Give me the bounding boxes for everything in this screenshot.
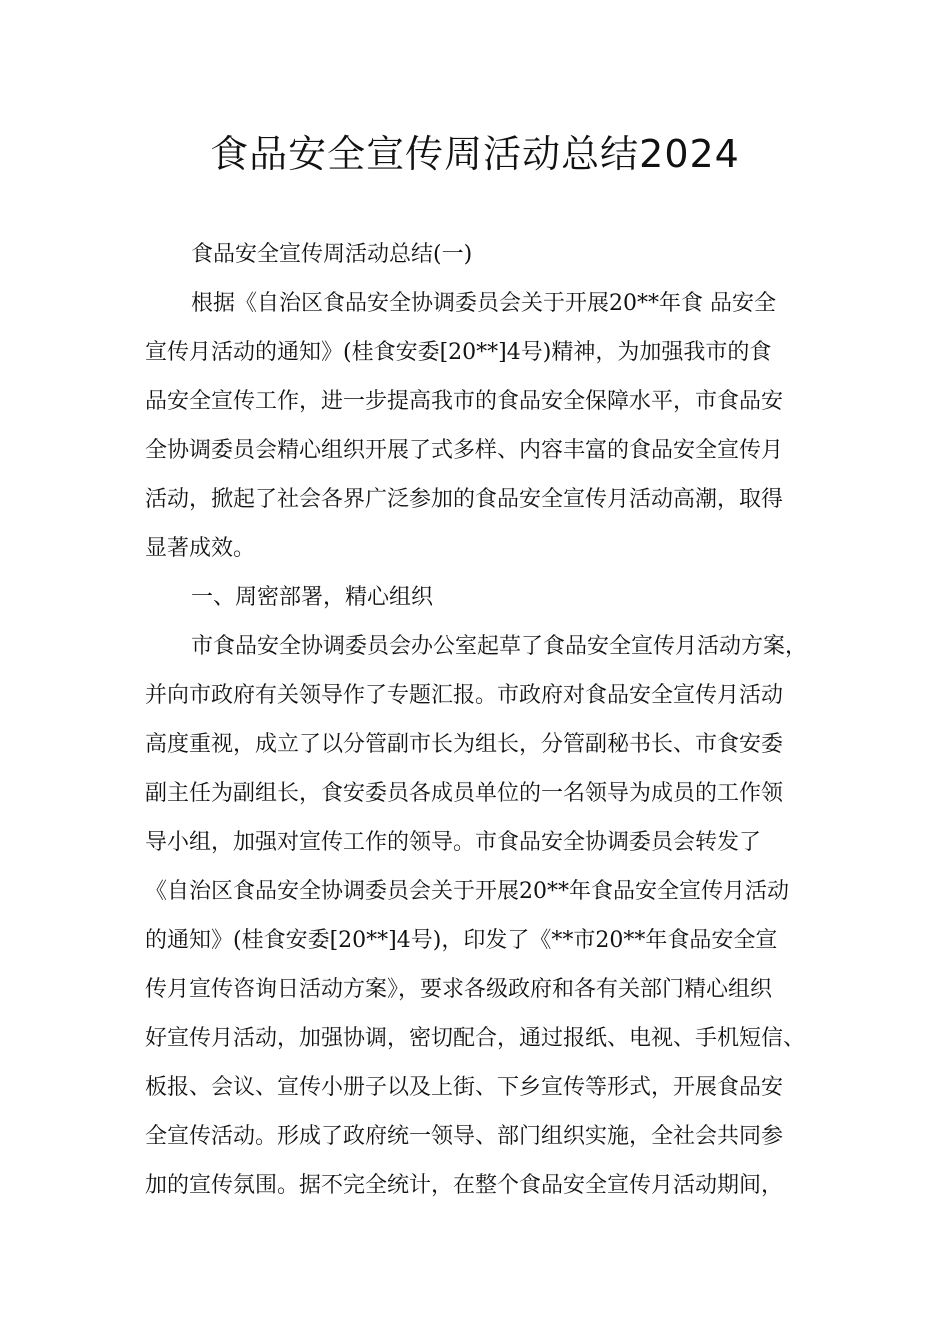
paragraph-line: 的通知》(桂食安委[20**]4号)，印发了《**市20**年食品安全宣 [145, 928, 778, 953]
paragraph-line: 显著成效。 [145, 536, 256, 561]
paragraph-line: 板报、会议、宣传小册子以及上街、下乡宣传等形式，开展食品安 [145, 1075, 784, 1100]
section-heading: 一、周密部署，精心组织 [191, 585, 434, 610]
section-subtitle: 食品安全宣传周活动总结(一) [191, 242, 473, 267]
paragraph-line: 活动，掀起了社会各界广泛参加的食品安全宣传月活动高潮，取得 [145, 487, 784, 512]
paragraph-line: 全协调委员会精心组织开展了式多样、内容丰富的食品安全宣传月 [145, 438, 784, 463]
paragraph-line: 加的宣传氛围。据不完全统计，在整个食品安全宣传月活动期间， [145, 1173, 784, 1198]
paragraph-line: 品安全宣传工作，进一步提高我市的食品安全保障水平，市食品安 [145, 389, 784, 414]
paragraph-line: 《自治区食品安全协调委员会关于开展20**年食品安全宣传月活动 [145, 879, 789, 904]
paragraph-line: 传月宣传咨询日活动方案》，要求各级政府和各有关部门精心组织 [145, 977, 773, 1002]
paragraph-line: 宣传月活动的通知》(桂食安委[20**]4号)精神，为加强我市的食 [145, 340, 772, 365]
document-body [145, 230, 815, 1210]
paragraph-line: 导小组，加强对宣传工作的领导。市食品安全协调委员会转发了 [145, 830, 762, 855]
paragraph-line: 并向市政府有关领导作了专题汇报。市政府对食品安全宣传月活动 [145, 683, 784, 708]
paragraph-line: 根据《自治区食品安全协调委员会关于开展20**年食 品安全 [191, 291, 776, 316]
paragraph-line: 高度重视，成立了以分管副市长为组长，分管副秘书长、市食安委 [145, 732, 784, 757]
paragraph-line: 市食品安全协调委员会办公室起草了食品安全宣传月活动方案， [191, 634, 808, 659]
document-title: 食品安全宣传周活动总结2024 [210, 132, 740, 176]
paragraph-line: 副主任为副组长，食安委员各成员单位的一名领导为成员的工作领 [145, 781, 784, 806]
paragraph-line: 全宣传活动。形成了政府统一领导、部门组织实施，全社会共同参 [145, 1124, 784, 1149]
paragraph-line: 好宣传月活动，加强协调，密切配合，通过报纸、电视、手机短信、 [145, 1026, 806, 1051]
